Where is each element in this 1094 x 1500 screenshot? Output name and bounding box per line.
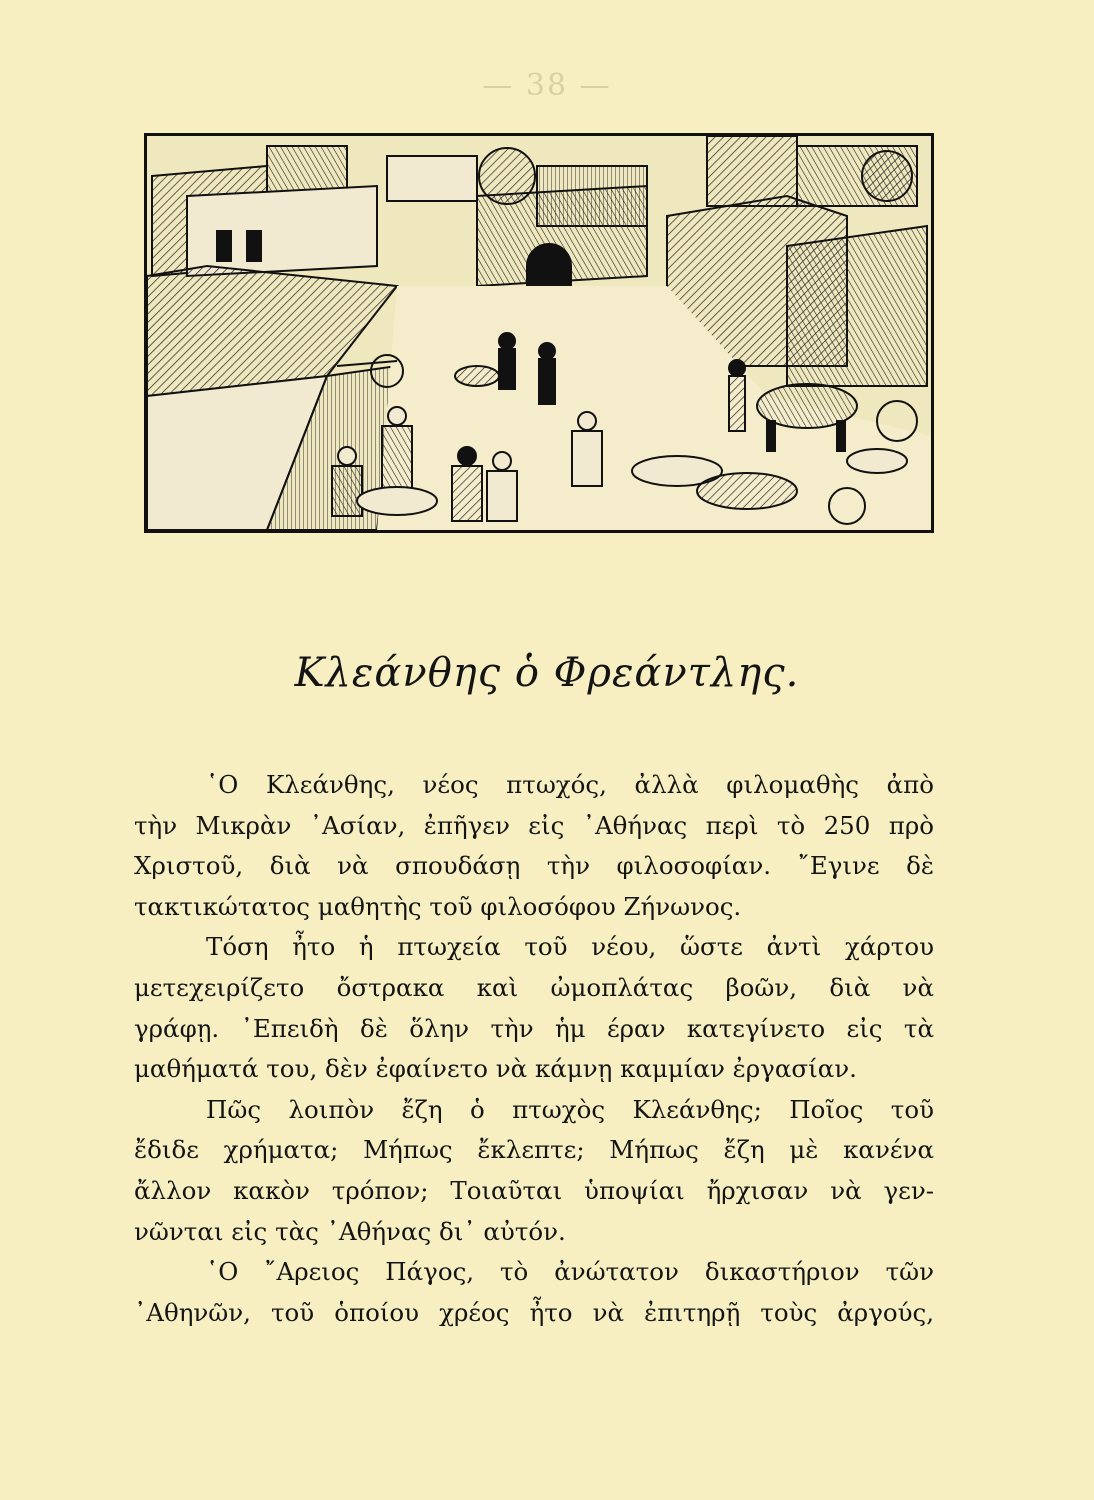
- section-title: Κλεάνθης ὁ Φρεάντλης.: [294, 650, 800, 696]
- text-line: μαθήματά του, δὲν ἐφαίνετο νὰ κάμνῃ καμμίαν ἐργασίαν.: [134, 1054, 857, 1084]
- text-line: μετεχειρίζετο ὄστρακα καὶ ὠμοπλάτας βοῶν, διὰ νὰ: [134, 972, 934, 1002]
- paragraph: [134, 765, 934, 927]
- text-line: ἄλλον κακὸν τρόπον; Τοιαῦται ὑποψίαι ἤρχισαν νὰ γεν-: [134, 1175, 934, 1205]
- text-line: Τόση ἦτο ἡ πτωχεία τοῦ νέου, ὥστε ἀντὶ χάρτου: [206, 932, 934, 962]
- paragraph: [134, 927, 934, 1089]
- text-line: Πῶς λοιπὸν ἔζη ὁ πτωχὸς Κλεάνθης; Ποῖος τοῦ: [206, 1094, 934, 1124]
- text-line: τακτικώτατος μαθητὴς τοῦ φιλοσόφου Ζήνωνος.: [134, 891, 742, 921]
- paragraph: [134, 1252, 934, 1333]
- body-text: [134, 765, 934, 1333]
- text-line: Χριστοῦ, διὰ νὰ σπουδάσῃ τὴν φιλοσοφίαν. ῎Εγινε δὲ: [134, 851, 934, 881]
- section-heading: [0, 650, 1094, 696]
- paragraph: [134, 1090, 934, 1252]
- page-number: — 38 —: [482, 68, 612, 103]
- market-scene-illustration: [144, 133, 934, 533]
- text-line: νῶνται εἰς τὰς ᾿Αθήνας δι᾿ αὐτόν.: [134, 1216, 566, 1246]
- text-line: ῾Ο Κλεάνθης, νέος πτωχός, ἀλλὰ φιλομαθὴς ἀπὸ: [206, 770, 934, 799]
- text-line: γράφῃ. ᾿Επειδὴ δὲ ὅλην τὴν ἡμ έραν κατεγίνετο εἰς τὰ: [134, 1013, 934, 1043]
- text-line: ἔδιδε χρήματα; Μήπως ἔκλεπτε; Μήπως ἔζη μὲ κανένα: [134, 1135, 934, 1165]
- text-line: ῾Ο ῎Αρειος Πάγος, τὸ ἀνώτατον δικαστήριον τῶν: [206, 1257, 934, 1287]
- text-line: τὴν Μικρὰν ᾿Ασίαν, ἐπῆγεν εἰς ᾿Αθήνας περὶ τὸ 250 πρὸ: [134, 810, 934, 840]
- text-line: ᾿Αθηνῶν, τοῦ ὁποίου χρέος ἦτο νὰ ἐπιτηρῇ τοὺς ἀργούς,: [134, 1297, 934, 1327]
